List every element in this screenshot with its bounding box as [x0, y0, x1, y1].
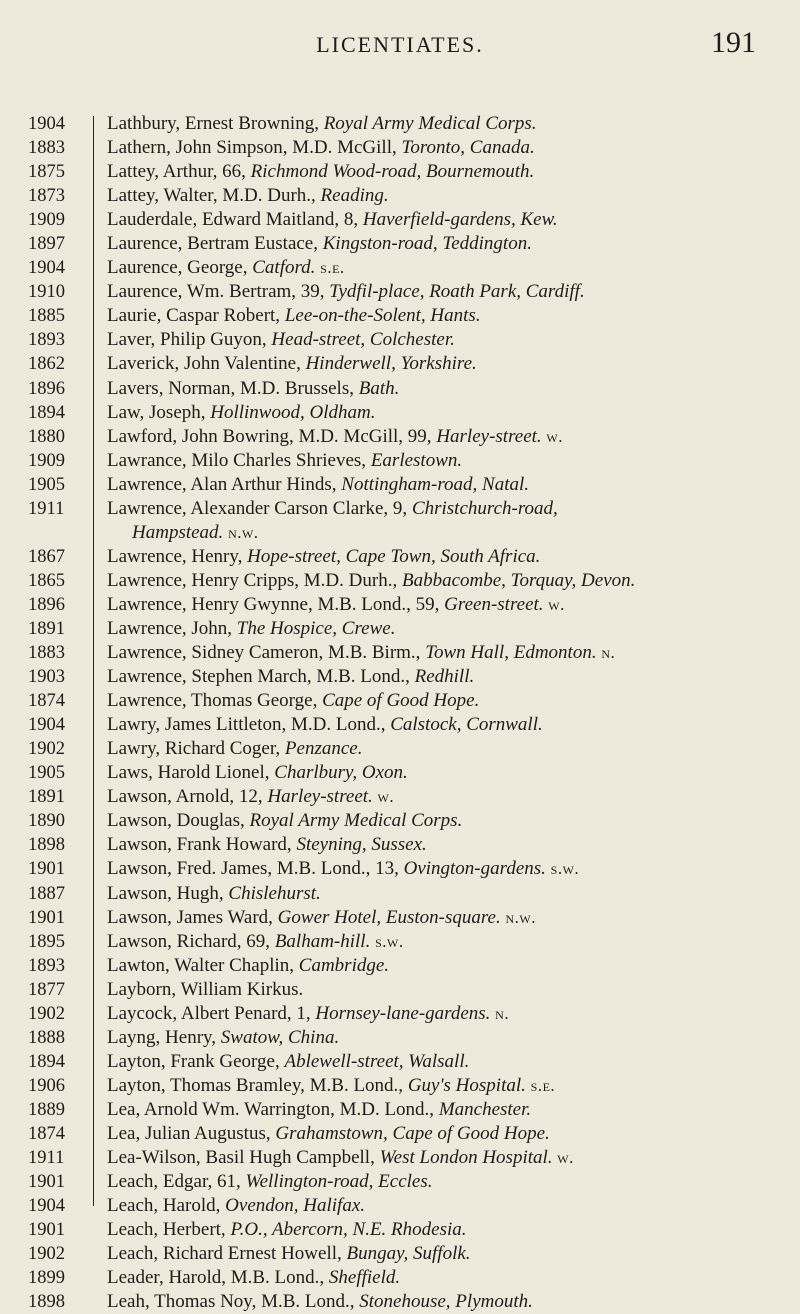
entry-name: Lawson, Douglas, [107, 810, 250, 832]
entry-address: The Hospice, Crewe. [236, 617, 396, 639]
entry-name: Laurence, Bertram Eustace, [107, 233, 323, 255]
entry-district: n.w. [500, 907, 536, 927]
list-item [0, 857, 800, 881]
list-item [0, 882, 800, 906]
entry-name: Lathern, John Simpson, M.D. McGill, [107, 137, 402, 159]
entry-address: Bath. [358, 377, 400, 399]
list-item [0, 184, 800, 208]
list-item [0, 208, 800, 232]
entry-district: n. [490, 1003, 510, 1023]
entry-district: n. [596, 643, 616, 663]
entry-name: Lawton, Walter Chaplin, [107, 954, 299, 976]
entry-text [107, 232, 797, 256]
entry-address: Royal Army Medical Corps. [249, 810, 463, 832]
entry-name: Leach, Harold, [107, 1195, 226, 1217]
entry-year: 1873 [28, 186, 65, 207]
list-item [0, 1098, 800, 1122]
entry-name: Lawry, James Littleton, M.D. Lond., [107, 714, 391, 736]
entry-text [107, 1170, 797, 1194]
entry-name: Lawrence, Henry Cripps, M.D. Durh., [107, 569, 402, 591]
entry-year: 1874 [28, 691, 65, 712]
entry-year: 1875 [28, 162, 65, 183]
entry-year: 1903 [28, 667, 65, 688]
entry-text [107, 569, 797, 593]
entry-year: 1901 [28, 859, 65, 880]
entry-name: Lattey, Walter, M.D. Durh., [107, 185, 321, 207]
entry-name: Lawrence, Henry Gwynne, M.B. Lond., 59, [107, 593, 445, 615]
entry-year: 1902 [28, 739, 65, 760]
entry-address: Steyning, Sussex. [296, 834, 427, 856]
entry-text [107, 473, 797, 497]
entry-address: Christchurch-road, [411, 497, 558, 519]
entry-name: Lawrence, Sidney Cameron, M.B. Birm., [107, 642, 426, 664]
entry-text [107, 1290, 797, 1314]
entry-year: 1891 [28, 618, 65, 639]
entry-address: Cambridge. [298, 954, 390, 976]
list-item [0, 1218, 800, 1242]
entry-name: Leader, Harold, M.B. Lond., [107, 1267, 329, 1289]
entry-district: s.e. [525, 1075, 556, 1095]
entry-district: w. [543, 594, 565, 614]
entry-address: Royal Army Medical Corps. [323, 113, 537, 134]
entry-text [107, 1002, 797, 1026]
entry-year: 1889 [28, 1099, 65, 1120]
entry-list [0, 112, 800, 1314]
list-item [0, 497, 800, 545]
entry-address: Guy's Hospital. [407, 1074, 526, 1096]
entry-address: Bungay, Suffolk. [346, 1243, 471, 1265]
entry-name: Lawson, Hugh, [107, 882, 229, 904]
entry-address: Ovendon, Halifax. [225, 1195, 365, 1217]
entry-year: 1896 [28, 378, 65, 399]
entry-text [107, 1146, 797, 1170]
list-item [0, 545, 800, 569]
list-item [0, 377, 800, 401]
entry-address: Swatow, China. [220, 1026, 340, 1048]
entry-address: Lee-on-the-Solent, Hants. [284, 305, 481, 327]
entry-address: Penzance. [284, 738, 363, 760]
entry-text [107, 617, 797, 641]
list-item [0, 1050, 800, 1074]
list-item [0, 1146, 800, 1170]
entry-address: Harley-street. [436, 425, 542, 447]
entry-year: 1890 [28, 811, 65, 832]
entry-year: 1895 [28, 931, 65, 952]
list-item [0, 1266, 800, 1290]
entry-address: Balham-hill. [274, 930, 371, 952]
list-item [0, 112, 800, 136]
entry-text [107, 136, 797, 160]
entry-text [107, 112, 797, 136]
list-item [0, 641, 800, 665]
entry-year: 1904 [28, 715, 65, 736]
page-number: 191 [711, 26, 756, 59]
entry-name: Laws, Harold Lionel, [107, 762, 275, 784]
list-item [0, 256, 800, 280]
entry-year: 1891 [28, 787, 65, 808]
entry-year: 1905 [28, 474, 65, 495]
entry-name: Laycock, Albert Penard, 1, [107, 1002, 316, 1024]
list-item [0, 1002, 800, 1026]
entry-district: s.w. [370, 931, 404, 951]
entry-name: Laver, Philip Guyon, [107, 329, 272, 351]
entry-text [107, 1122, 797, 1146]
entry-text [107, 401, 797, 425]
entry-text [107, 304, 797, 328]
entry-name: Leach, Edgar, 61, [107, 1171, 246, 1193]
entry-address: Tydfil-place, Roath Park, Cardiff. [329, 281, 585, 303]
entry-address: Hampstead. [132, 521, 224, 543]
entry-year: 1902 [28, 1244, 65, 1265]
entry-year: 1909 [28, 210, 65, 231]
entry-district: w. [541, 426, 563, 446]
list-item [0, 978, 800, 1002]
list-item [0, 352, 800, 376]
list-item [0, 809, 800, 833]
entry-name: Lawrence, Thomas George, [107, 690, 323, 712]
list-item [0, 785, 800, 809]
entry-name: Lea, Arnold Wm. Warrington, M.D. Lond., [107, 1098, 439, 1120]
entry-year: 1897 [28, 234, 65, 255]
entry-year: 1904 [28, 1196, 65, 1217]
entry-year: 1883 [28, 138, 65, 159]
entry-name: Lawson, Frank Howard, [107, 834, 297, 856]
entry-address: Hornsey-lane-gardens. [315, 1002, 491, 1024]
entry-address: Babbacombe, Torquay, Devon. [401, 569, 636, 591]
list-item [0, 569, 800, 593]
entry-text [107, 256, 797, 280]
entry-text [107, 761, 797, 785]
entry-year: 1906 [28, 1075, 65, 1096]
entry-year: 1909 [28, 450, 65, 471]
entry-name: Lawrence, John, [107, 617, 237, 639]
entry-year: 1902 [28, 1003, 65, 1024]
list-item [0, 689, 800, 713]
entry-year: 1874 [28, 1123, 65, 1144]
entry-text [107, 1098, 797, 1122]
entry-text [107, 425, 797, 449]
entry-name: Laurence, Wm. Bertram, 39, [107, 281, 330, 303]
list-item [0, 449, 800, 473]
entry-name: Layton, Thomas Bramley, M.B. Lond., [107, 1074, 408, 1096]
list-item [0, 473, 800, 497]
entry-name: Laverick, John Valentine, [107, 353, 306, 375]
entry-address: Green-street. [444, 593, 544, 615]
entry-address: Reading. [320, 185, 389, 207]
entry-address: Manchester. [438, 1098, 532, 1120]
entry-address: West London Hospital. [379, 1147, 553, 1169]
entry-address: Calstock, Cornwall. [390, 714, 543, 736]
entry-text [107, 857, 797, 881]
entry-address: Head-street, Colchester. [271, 329, 455, 351]
entry-address: Wellington-road, Eccles. [245, 1171, 433, 1193]
entry-address: Chislehurst. [228, 882, 321, 904]
entry-text [107, 1218, 797, 1242]
list-item [0, 617, 800, 641]
entry-year: 1898 [28, 1292, 65, 1313]
entry-name: Lawrence, Henry, [107, 545, 248, 567]
entry-text [107, 809, 797, 833]
entry-name: Layton, Frank George, [107, 1050, 285, 1072]
list-item [0, 1026, 800, 1050]
entry-address: Cape of Good Hope. [322, 690, 480, 712]
list-item [0, 593, 800, 617]
list-item [0, 833, 800, 857]
entry-address: Sheffield. [328, 1267, 401, 1289]
running-title: LICENTIATES. [316, 32, 484, 57]
entry-text [107, 1242, 797, 1266]
entry-name: Lawry, Richard Coger, [107, 738, 285, 760]
entry-name: Lawrance, Milo Charles Shrieves, [107, 449, 371, 471]
entry-year: 1880 [28, 426, 65, 447]
list-item [0, 1074, 800, 1098]
entry-address: Grahamstown, Cape of Good Hope. [275, 1122, 550, 1144]
list-item [0, 304, 800, 328]
list-item [0, 1170, 800, 1194]
entry-text [107, 377, 797, 401]
entry-text [107, 1194, 797, 1218]
entry-address: Ablewell-street, Walsall. [284, 1050, 470, 1072]
entry-name: Lawson, James Ward, [107, 906, 278, 928]
entry-address: Town Hall, Edmonton. [425, 642, 597, 664]
entry-year: 1888 [28, 1027, 65, 1048]
entry-year: 1887 [28, 883, 65, 904]
entry-year: 1910 [28, 282, 65, 303]
list-item [0, 1290, 800, 1314]
entry-text [107, 785, 797, 809]
list-item [0, 1122, 800, 1146]
entry-name: Lawson, Fred. James, M.B. Lond., 13, [107, 858, 404, 880]
entry-text [107, 208, 797, 232]
entry-text [107, 978, 797, 1002]
entry-text [107, 833, 797, 857]
entry-name: Layng, Henry, [107, 1026, 221, 1048]
entry-year: 1901 [28, 1172, 65, 1193]
entry-continuation [107, 521, 797, 545]
entry-address: Redhill. [414, 666, 475, 688]
entry-name: Leah, Thomas Noy, M.B. Lond., [107, 1291, 360, 1313]
entry-text [107, 449, 797, 473]
entry-year: 1911 [28, 1148, 65, 1169]
entry-address: Harley-street. [267, 786, 373, 808]
list-item [0, 761, 800, 785]
entry-year: 1883 [28, 643, 65, 664]
entry-text [107, 713, 797, 737]
entry-address: Haverfield-gardens, Kew. [362, 209, 558, 231]
entry-year: 1911 [28, 498, 65, 519]
entry-name: Lea-Wilson, Basil Hugh Campbell, [107, 1147, 380, 1169]
list-item [0, 1242, 800, 1266]
entry-address: Nottingham-road, Natal. [341, 473, 530, 495]
entry-year: 1904 [28, 258, 65, 279]
list-item [0, 232, 800, 256]
entry-text [107, 737, 797, 761]
entry-year: 1893 [28, 955, 65, 976]
entry-text [107, 1050, 797, 1074]
entry-district: w. [552, 1148, 574, 1168]
entry-address: Richmond Wood-road, Bournemouth. [250, 161, 535, 183]
entry-name: Leach, Herbert, [107, 1219, 231, 1241]
entry-year: 1899 [28, 1268, 65, 1289]
list-item [0, 425, 800, 449]
entry-name: Lattey, Arthur, 66, [107, 161, 251, 183]
entry-name: Law, Joseph, [107, 401, 211, 423]
entry-text [107, 160, 797, 184]
entry-year: 1894 [28, 1051, 65, 1072]
list-item [0, 280, 800, 304]
entry-address: Hinderwell, Yorkshire. [305, 353, 477, 375]
entry-year: 1885 [28, 306, 65, 327]
list-item [0, 737, 800, 761]
entry-address: Ovington-gardens. [403, 858, 546, 880]
entry-address: Hope-street, Cape Town, South Africa. [247, 545, 541, 567]
entry-text [107, 906, 797, 930]
entry-year: 1894 [28, 402, 65, 423]
entry-name: Lea, Julian Augustus, [107, 1122, 276, 1144]
list-item [0, 328, 800, 352]
entry-text [107, 545, 797, 569]
entry-district: n.w. [223, 522, 259, 542]
entry-name: Laurence, George, [107, 257, 253, 279]
entry-name: Lawrence, Alan Arthur Hinds, [107, 473, 342, 495]
list-item [0, 713, 800, 737]
list-item [0, 665, 800, 689]
list-item [0, 401, 800, 425]
entry-year: 1905 [28, 763, 65, 784]
entry-address: Stonehouse, Plymouth. [359, 1291, 533, 1313]
entry-address: Kingston-road, Teddington. [322, 233, 532, 255]
entry-district: s.w. [545, 859, 580, 879]
list-item [0, 954, 800, 978]
entry-text [107, 641, 797, 665]
entry-year: 1896 [28, 594, 65, 615]
entry-name: Lawrence, Stephen March, M.B. Lond., [107, 666, 415, 688]
list-item [0, 930, 800, 954]
entry-name: Lawrence, Alexander Carson Clarke, 9, [107, 497, 412, 519]
entry-text [107, 930, 797, 954]
list-item [0, 1194, 800, 1218]
entry-year: 1898 [28, 835, 65, 856]
entry-text [107, 352, 797, 376]
entry-year: 1877 [28, 979, 65, 1000]
entry-text [107, 1266, 797, 1290]
entry-text [107, 1074, 797, 1098]
entry-district: w. [372, 787, 395, 807]
entry-text [107, 689, 797, 713]
entry-text [107, 184, 797, 208]
entry-text [107, 328, 797, 352]
entry-text [107, 497, 797, 545]
entry-name: Lavers, Norman, M.D. Brussels, [107, 377, 359, 399]
entry-address: Earlestown. [370, 449, 463, 471]
entry-name: Laurie, Caspar Robert, [107, 305, 285, 327]
entry-name: Lawford, John Bowring, M.D. McGill, 99, [107, 425, 437, 447]
entry-text [107, 665, 797, 689]
entry-address: Gower Hotel, Euston-square. [277, 906, 501, 928]
entry-address: Hollinwood, Oldham. [210, 401, 376, 423]
entry-year: 1865 [28, 570, 65, 591]
entry-address: Catford. [252, 257, 316, 279]
list-item [0, 136, 800, 160]
entry-name: Lathbury, Ernest Browning, [107, 113, 324, 134]
entry-address: Charlbury, Oxon. [274, 762, 408, 784]
entry-name: Lawson, Richard, 69, [107, 930, 275, 952]
entry-name: Lawson, Arnold, 12, [107, 786, 268, 808]
entry-text [107, 593, 797, 617]
entry-year: 1893 [28, 330, 65, 351]
entry-text [107, 954, 797, 978]
entry-address: Toronto, Canada. [401, 137, 535, 159]
entry-year: 1862 [28, 354, 65, 375]
entry-year: 1867 [28, 546, 65, 567]
entry-text [107, 1026, 797, 1050]
list-item [0, 160, 800, 184]
entry-text [107, 882, 797, 906]
entry-year: 1904 [28, 114, 65, 134]
entry-name: Lauderdale, Edward Maitland, 8, [107, 209, 363, 231]
entry-name: Layborn, William Kirkus. [107, 978, 304, 1000]
list-item [0, 906, 800, 930]
entry-address: P.O., Abercorn, N.E. Rhodesia. [230, 1219, 467, 1241]
entry-text [107, 280, 797, 304]
page-header [0, 26, 800, 66]
entry-year: 1901 [28, 907, 65, 928]
entry-name: Leach, Richard Ernest Howell, [107, 1243, 347, 1265]
entry-year: 1901 [28, 1220, 65, 1241]
entry-district: s.e. [315, 258, 345, 278]
